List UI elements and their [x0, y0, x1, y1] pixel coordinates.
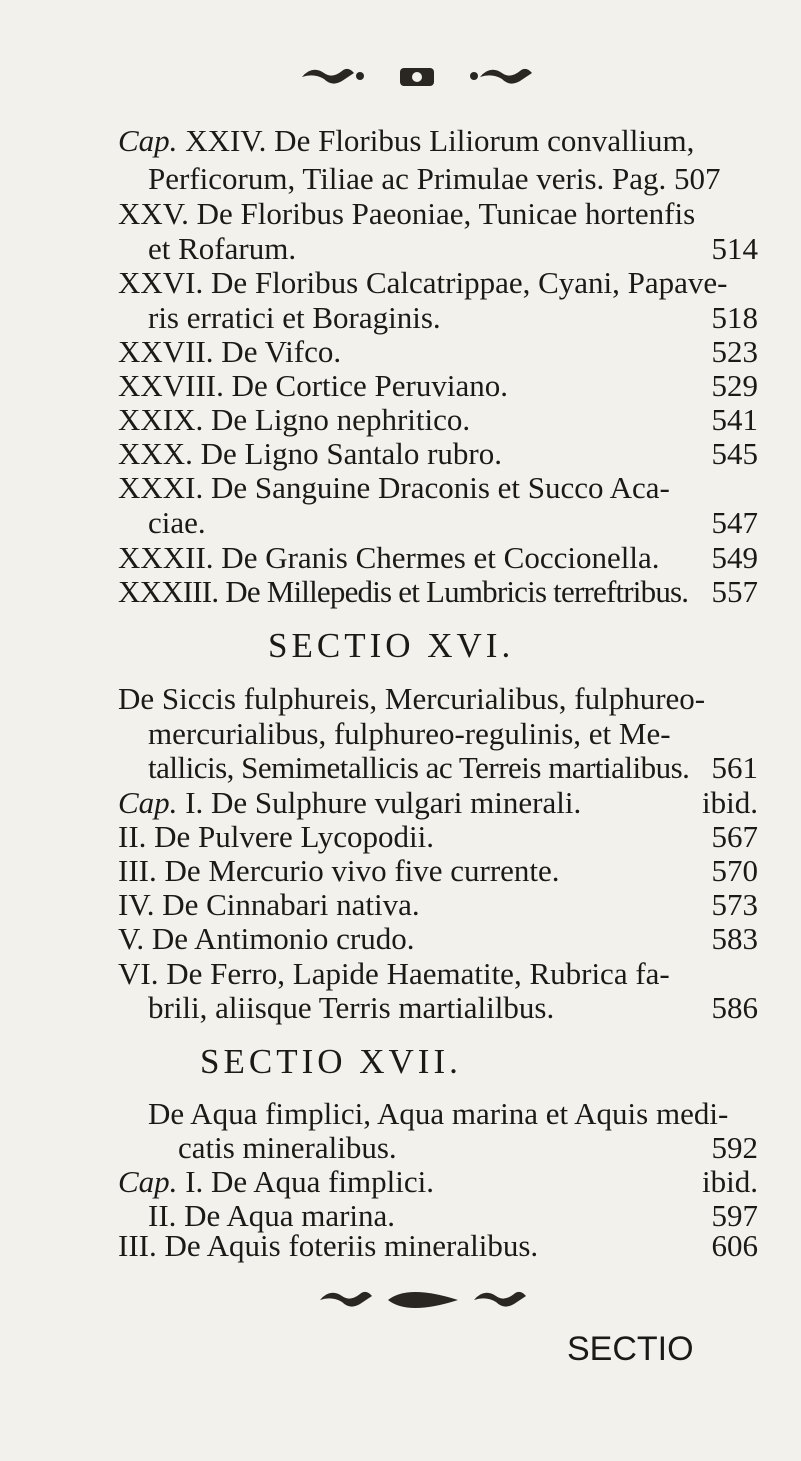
section16-line-1: De Siccis fulphureis, Mercurialibus, fulphureo-: [118, 681, 706, 717]
section-heading-16: SECTIO XVI.: [268, 625, 515, 665]
section17-line-1: De Aqua fimplici, Aqua marina et Aquis medi-: [148, 1096, 729, 1132]
page-number: 597: [711, 1198, 758, 1234]
page-number: 586: [711, 990, 758, 1026]
page-number: 583: [711, 921, 758, 957]
printer-ornament-icon: [318, 1285, 528, 1315]
page-number: 541: [711, 402, 758, 438]
toc-line-2: Perficorum, Tiliae ac Primulae veris. Pag. 507: [148, 160, 721, 196]
page-number: 545: [711, 436, 758, 472]
section16-line-9: VI. De Ferro, Lapide Haematite, Rubrica fa-: [118, 956, 670, 992]
page-number: 573: [711, 886, 758, 922]
page-number: 523: [711, 333, 758, 369]
toc-line-11: XXXI. De Sanguine Draconis et Succo Aca-: [118, 470, 670, 506]
catchword: SECTIO: [567, 1330, 694, 1368]
page-number: ibid.: [702, 1164, 758, 1200]
page-number: 518: [711, 299, 758, 335]
page-number: 570: [711, 852, 758, 888]
section16-line-2: mercurialibus, fulphureo-regulinis, et Me-: [148, 716, 671, 752]
page-number: 549: [711, 539, 758, 575]
toc-line-3: XXV. De Floribus Paeoniae, Tunicae hortenfis: [118, 196, 696, 232]
page-number: 592: [711, 1130, 758, 1166]
page-number: 547: [711, 505, 758, 541]
toc-line-5: XXVI. De Floribus Calcatrippae, Cyani, Papave-: [118, 264, 728, 300]
toc-entry-text: XXIV. De Floribus Liliorum convallium,: [185, 123, 695, 159]
page-number: 557: [711, 573, 758, 609]
section-heading-17: SECTIO XVII.: [200, 1042, 462, 1082]
page-number: 567: [711, 818, 758, 854]
page-number: 606: [711, 1228, 758, 1263]
toc-line-1: Cap. XXIV. De Floribus Liliorum convallium,: [118, 123, 695, 159]
document-page: Cap. XXIV. De Floribus Liliorum convallium, Perficorum, Tiliae ac Primulae veris. Pag. 507 XXV. De Floribus Paeoniae, Tunicae hortenfis et Rofarum. 514 XXVI. De Floribus Calcatrippae, Cyani, Papave- ris erratici et Boraginis. 518 XXVII. De Vifco. 523 XXVIII. De Cortice Peruviano. 529 XXIX. De Ligno nephritico. 541 XXX. De Ligno Santalo rubro. 545 XXXI. De Sanguine Draconis et Succo Aca- ciae. 547 XXXII. De Granis Chermes et Coccionella. 549 XXXIII. De Millepedis et Lumbricis terreftribus. 557 SECTIO XVI. De Siccis fulphureis, Mercurialibus, fulphureo- mercurialibus, fulphureo-regulinis, et Me- tallicis, Semimetallicis ac Terreis martialibus. 561 Cap. I. De Sulphure vulgari minerali. ibid. II. De Pulvere Lycopodii. 567 III. De Mercurio vivo five currente. 570 IV. De Cinnabari nativa. 573 V. De Antimonio crudo. 583 VI. De Ferro, Lapide Haematite, Rubrica fa- brili, aliisque Terris martialilbus. 586 SECTIO XVII. De Aqua fimplici, Aqua marina et Aquis medi- catis mineralibus. 592 Cap. I. De Aqua fimplici. ibid. II. De Aqua marina. 597 III. De Aquis foteriis mineralibus. 606 SECTIO: [0, 0, 801, 1461]
page-number: 529: [711, 368, 758, 403]
page-number: 514: [711, 230, 758, 266]
page-number: ibid.: [702, 784, 758, 820]
printer-ornament-icon: [300, 62, 540, 92]
page-number: 561: [711, 750, 758, 786]
